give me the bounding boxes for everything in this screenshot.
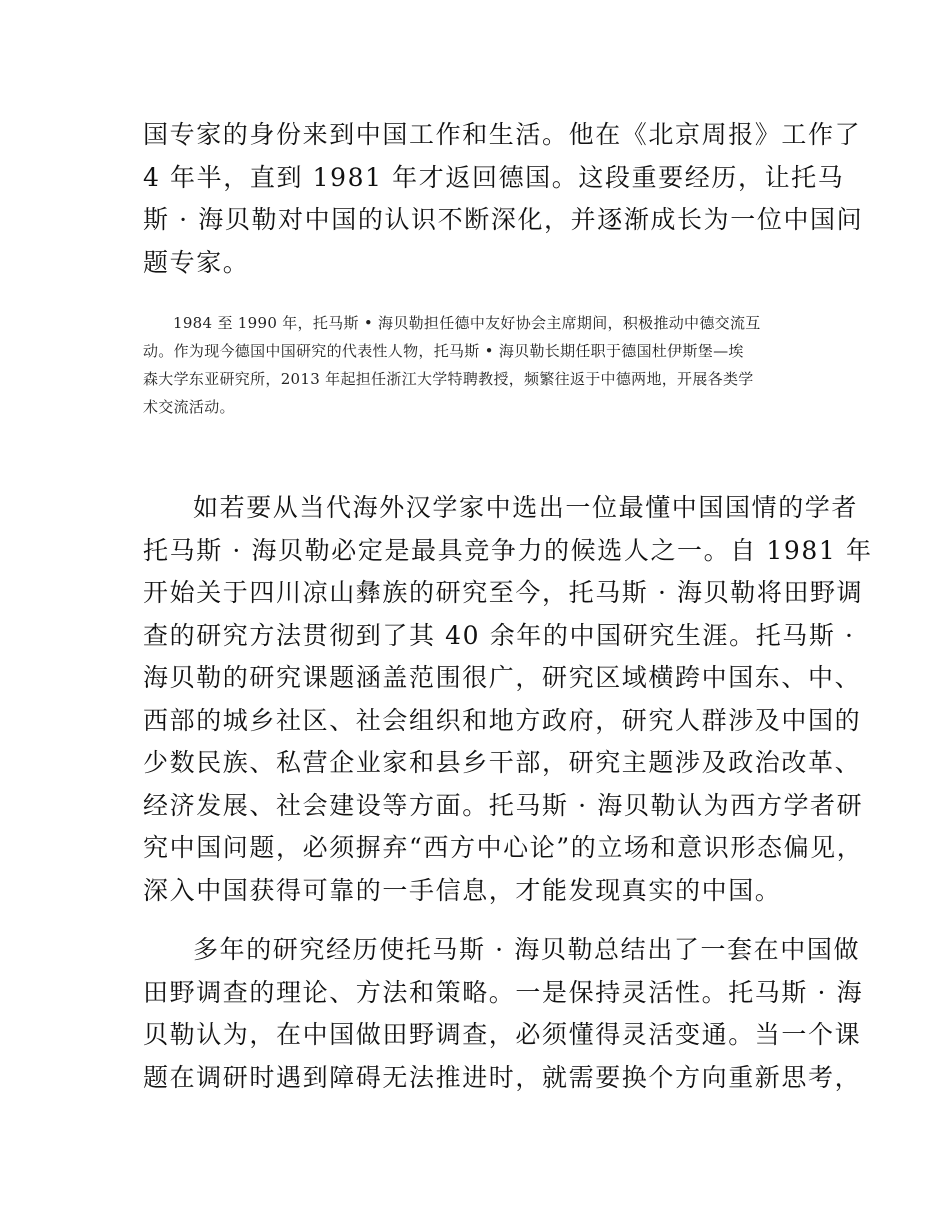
text-line: 题在调研时遇到障碍无法推进时，就需要换个方向重新思考， bbox=[143, 1062, 862, 1092]
photo-caption bbox=[143, 309, 818, 421]
text-line: 贝勒认为，在中国做田野调查，必须懂得灵活变通。当一个课 bbox=[143, 1020, 862, 1049]
body-paragraph-2 bbox=[143, 487, 873, 912]
text-line: 经济发展、社会建设等方面。托马斯 · 海贝勒认为西方学者研 bbox=[143, 790, 864, 820]
text-line: 多年的研究经历使托马斯 · 海贝勒总结出了一套在中国做 bbox=[193, 935, 861, 964]
caption-line: 1984 至 1990 年，托马斯 • 海贝勒担任德中友好协会主席期间，积极推动中德交流互 bbox=[173, 314, 761, 332]
body-paragraph-3 bbox=[143, 929, 864, 1099]
text-line: 田野调查的理论、方法和策略。一是保持灵活性。托马斯 · 海 bbox=[143, 977, 864, 1007]
text-line: 海贝勒的研究课题涵盖范围很广，研究区域横跨中国东、中、 bbox=[143, 663, 862, 692]
text-line: 少数民族、私营企业家和县乡干部，研究主题涉及政治改革、 bbox=[143, 748, 862, 777]
text-line: 国专家的身份来到中国工作和生活。他在《北京周报》工作了 bbox=[143, 120, 862, 149]
text-line: 西部的城乡社区、社会组织和地方政府，研究人群涉及中国的 bbox=[143, 705, 862, 735]
text-line: 斯 · 海贝勒对中国的认识不断深化，并逐渐成长为一位中国问 bbox=[143, 205, 864, 234]
text-line: 究中国问题，必须摒弃“西方中心论”的立场和意识形态偏见， bbox=[143, 833, 864, 862]
caption-line: 术交流活动。 bbox=[143, 398, 235, 416]
text-line: 深入中国获得可靠的一手信息，才能发现真实的中国。 bbox=[143, 875, 782, 905]
caption-line: 森大学东亚研究所，2013 年起担任浙江大学特聘教授，频繁往返于中德两地，开展各类学 bbox=[143, 370, 754, 388]
text-line: 查的研究方法贯彻到了其 40 余年的中国研究生涯。托马斯 · bbox=[143, 620, 855, 650]
body-paragraph-1 bbox=[143, 114, 864, 284]
text-line: 题专家。 bbox=[143, 247, 250, 277]
text-line: 4 年半，直到 1981 年才返回德国。这段重要经历，让托马 bbox=[143, 162, 845, 192]
text-line: 如若要从当代海外汉学家中选出一位最懂中国国情的学者 bbox=[193, 493, 859, 522]
text-line: 托马斯 · 海贝勒必定是最具竞争力的候选人之一。自 1981 年 bbox=[143, 535, 873, 565]
text-line: 开始关于四川凉山彝族的研究至今，托马斯 · 海贝勒将田野调 bbox=[143, 578, 864, 607]
caption-line: 动。作为现今德国中国研究的代表性人物，托马斯 • 海贝勒长期任职于德国杜伊斯堡—埃 bbox=[143, 342, 744, 360]
